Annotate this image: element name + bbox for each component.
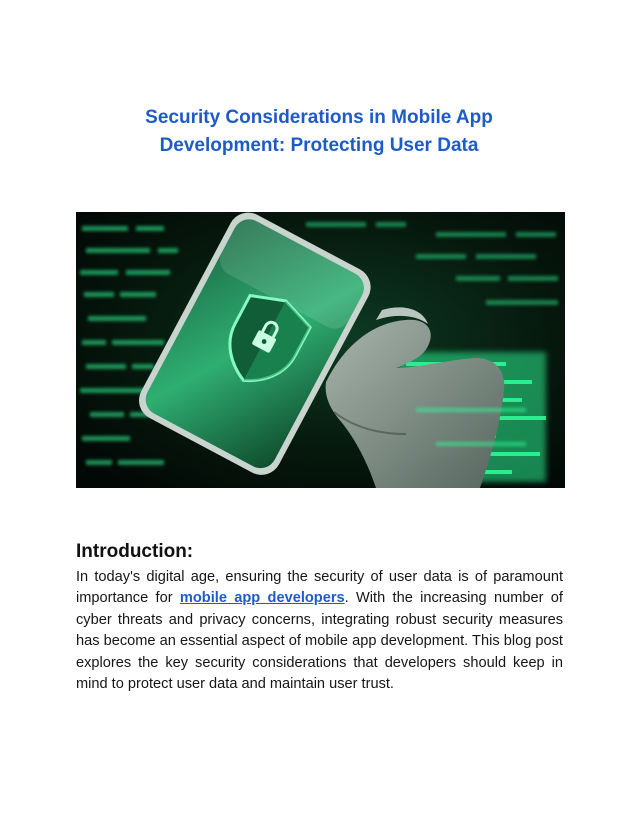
intro-text-after-link: . With the increasing number of cyber threats and privacy concerns, integrating robust security measures has become an essential aspect of mobile app development. This blog post explores the key security considerations that developers should keep in mind to protect user data and maintain user trust.: [76, 590, 563, 693]
page-title-line-1: Security Considerations in Mobile App: [145, 107, 493, 128]
hero-image: [76, 212, 565, 488]
section-heading-introduction: Introduction:: [76, 541, 194, 562]
mobile-app-developers-link[interactable]: mobile app developers: [179, 590, 345, 607]
page-title-line-2: Development: Protecting User Data: [159, 135, 479, 156]
intro-text-before-link: In today's digital age, ensuring the security of user data is of paramount importance for: [76, 569, 563, 607]
page-title: [60, 104, 578, 160]
intro-paragraph: [76, 567, 563, 695]
